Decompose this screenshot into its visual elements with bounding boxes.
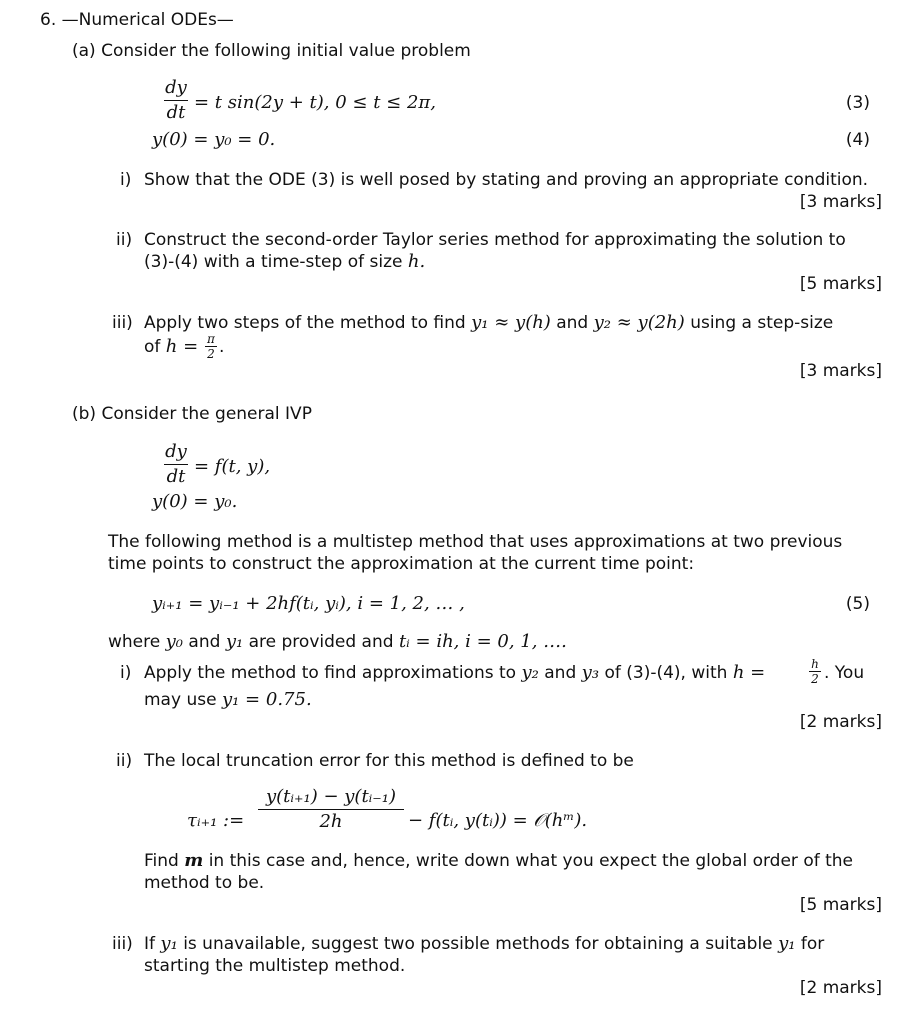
part-a-ii-label: ii) (116, 230, 133, 250)
part-b-intro: (b) Consider the general IVP (72, 404, 312, 424)
part-b-i-y3: y₃ (581, 662, 600, 683)
lte-lhs: τᵢ₊₁ := (187, 810, 245, 831)
part-a-iii-label: iii) (112, 313, 133, 333)
part-a-ii-step-size: h. (407, 251, 426, 272)
part-b-ii-marks: [5 marks] (799, 895, 882, 915)
part-b-iii-line2: starting the multistep method. (144, 956, 406, 976)
lte-denominator: 2h (319, 811, 343, 832)
part-b-i-label: i) (120, 663, 132, 683)
part-a-iii-line2 (144, 336, 198, 358)
part-a-iii-line1 (144, 312, 833, 334)
where-y0: y₀ (165, 631, 184, 652)
lte-fraction-bar (258, 809, 404, 810)
eq5-number: (5) (845, 594, 870, 614)
part-b-i-line1 (144, 662, 765, 684)
part-b-i-text-a: Apply the method to find approximations to (144, 663, 517, 683)
part-a-i-text: Show that the ODE (3) is well posed by stating and proving an appropriate condition. (144, 170, 869, 190)
h-numerator: h (811, 657, 819, 671)
eq4-number: (4) (845, 130, 870, 150)
ivp-rhs: = f(t, y), (194, 456, 271, 477)
eq3-derivative (164, 78, 188, 123)
part-a-ii-line2 (144, 251, 425, 273)
part-b-i-marks: [2 marks] (799, 712, 882, 732)
eq5-multistep-method: yᵢ₊₁ = yᵢ₋₁ + 2hf(tᵢ, yᵢ), i = 1, 2, … , (152, 593, 465, 614)
part-b-iii-line1 (144, 933, 824, 955)
part-b-i-text-c: and (544, 663, 577, 683)
part-a-iii-text-a: Apply two steps of the method to find (144, 313, 466, 333)
ivp-numerator: dy (165, 441, 187, 462)
where-text-c: and (188, 632, 221, 652)
where-y1: y₁ (225, 631, 244, 652)
part-b-where-line (108, 631, 567, 653)
part-b-i-h-over-2 (809, 658, 821, 685)
ivp-fraction-bar (164, 464, 188, 465)
find-text-a: Find (144, 851, 179, 871)
part-a-ii-line1: Construct the second-order Taylor series method for approximating the solution to (144, 230, 846, 250)
part-b-iii-label: iii) (112, 934, 133, 954)
part-a-iii-pi-over-2 (205, 333, 217, 360)
part-b-i-line2 (144, 689, 312, 711)
part-b-para-line1: The following method is a multistep method that uses approximations at two previous (108, 532, 843, 552)
part-a-iii-text-e: using a step-size (690, 313, 834, 333)
eq3-fraction-bar (164, 100, 188, 101)
part-a-i-label: i) (120, 170, 132, 190)
eq3-numerator: dy (165, 77, 187, 98)
part-b-i-text-e: of (3)-(4), with (604, 663, 728, 683)
part-b-i-y1-value: y₁ = 0.75. (221, 689, 312, 710)
part-a-iii-y2: y₂ ≈ y(2h) (593, 312, 685, 333)
eq3-denominator: dt (166, 102, 186, 123)
pi-denominator: 2 (207, 347, 215, 361)
find-text-c: in this case and, hence, write down what you expect the global order of the (208, 851, 854, 871)
where-text-e: are provided and (248, 632, 394, 652)
part-b-i-you: . You (824, 663, 865, 683)
pi-numerator: π (207, 332, 215, 346)
where-ti: tᵢ = ih, i = 0, 1, …. (398, 631, 567, 652)
iii-y1-first: y₁ (160, 933, 178, 954)
iii-text-c: is unavailable, suggest two possible methods for obtaining a suitable (183, 934, 773, 954)
ivp-derivative (164, 442, 188, 487)
find-m: m (184, 850, 204, 871)
lte-numerator: y(tᵢ₊₁) − y(tᵢ₋₁) (265, 786, 397, 807)
part-a-i-marks: [3 marks] (799, 192, 882, 212)
part-a-iii-marks: [3 marks] (799, 361, 882, 381)
part-b-ii-label: ii) (116, 751, 133, 771)
part-b-ii-find-line1 (144, 850, 853, 872)
part-b-i-may-use: may use (144, 690, 217, 710)
iii-y1-second: y₁ (778, 933, 796, 954)
part-a-ii-line2-text: (3)-(4) with a time-step of size (144, 252, 403, 272)
part-b-iii-marks: [2 marks] (799, 978, 882, 998)
eq3-rhs: = t sin(2y + t), 0 ≤ t ≤ 2π, (194, 92, 436, 113)
lte-fraction (258, 787, 404, 832)
part-b-i-y2: y₂ (521, 662, 539, 683)
part-a-ii-marks: [5 marks] (799, 274, 882, 294)
question-heading: 6. —Numerical ODEs— (40, 10, 234, 30)
part-b-i-h: h = (732, 662, 766, 683)
ivp-initial-condition: y(0) = y₀. (152, 491, 238, 512)
part-b-ii-find-line2: method to be. (144, 873, 265, 893)
eq4-initial-condition: y(0) = y₀ = 0. (152, 129, 276, 150)
h-denominator: 2 (811, 672, 819, 686)
part-a-intro: (a) Consider the following initial value problem (72, 41, 471, 61)
part-a-iii-period: . (219, 337, 225, 357)
where-text-a: where (108, 632, 161, 652)
iii-text-e: for (800, 934, 825, 954)
lte-rhs: − f(tᵢ, y(tᵢ)) = 𝒪(hᵐ). (408, 810, 588, 831)
part-a-iii-y1: y₁ ≈ y(h) (471, 312, 551, 333)
iii-text-a: If (144, 934, 155, 954)
part-a-iii-text-c: and (556, 313, 589, 333)
part-b-ii-text: The local truncation error for this method is defined to be (144, 751, 634, 771)
ivp-denominator: dt (166, 466, 186, 487)
eq3-number: (3) (845, 93, 870, 113)
part-a-iii-h: h = (165, 336, 199, 357)
part-a-iii-of: of (144, 337, 161, 357)
part-b-para-line2: time points to construct the approximation at the current time point: (108, 554, 695, 574)
